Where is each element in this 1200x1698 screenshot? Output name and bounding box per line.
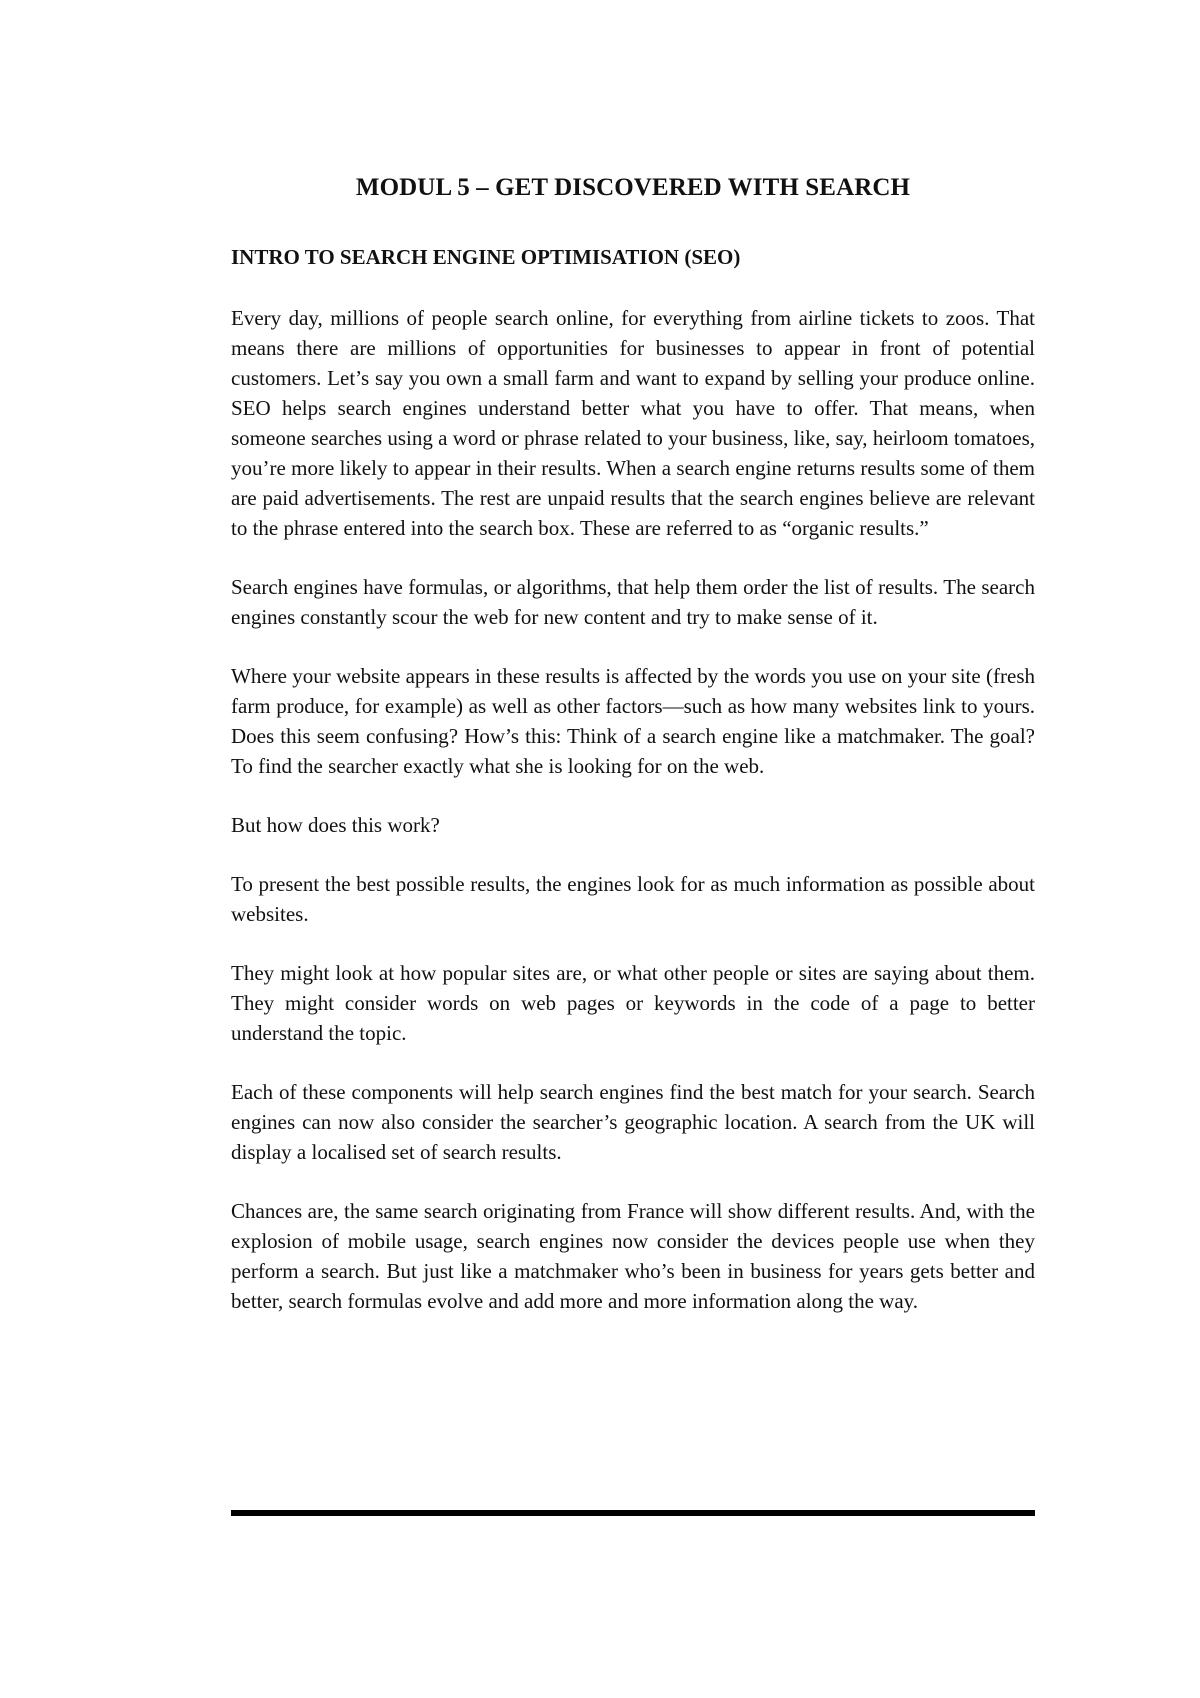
paragraph-mobile: Chances are, the same search originating from France will show different results. And, with the explosion of mobile usage, search engines now consider the devices people use when they perform a search. But just like a matchmaker who’s been in business for years gets better and better, search formulas evolve and add more and more information along the way. bbox=[231, 1199, 1035, 1313]
paragraph-website-ranking: Where your website appears in these results is affected by the words you use on your site (fresh farm produce, for example) as well as other factors—such as how many websites link to yours. Does this seem confusing? How’s this: Think of a search engine like a matchmaker. The goal? To find the searcher exactly what she is looking for on the web. bbox=[231, 664, 1035, 778]
paragraph-question: But how does this work? bbox=[231, 813, 440, 837]
section-heading: INTRO TO SEARCH ENGINE OPTIMISATION (SEO) bbox=[231, 245, 741, 269]
horizontal-rule bbox=[231, 1510, 1035, 1516]
paragraph-algorithms: Search engines have formulas, or algorithms, that help them order the list of results. The search engines constantly scour the web for new content and try to make sense of it. bbox=[231, 575, 1035, 629]
paragraph-location: Each of these components will help search engines find the best match for your search. Search engines can now also consider the searcher’s geographic location. A search from the UK will display a localised set of search results. bbox=[231, 1080, 1035, 1164]
paragraph-information: To present the best possible results, the engines look for as much information as possible about websites. bbox=[231, 872, 1035, 926]
paragraph-intro: Every day, millions of people search online, for everything from airline tickets to zoos. That means there are millions of opportunities for businesses to appear in front of potential customers. Let’s say you own a small farm and want to expand by selling your produce online. SEO helps search engines understand better what you have to offer. That means, when someone searches using a word or phrase related to your business, like, say, heirloom tomatoes, you’re more likely to appear in their results. When a search engine returns results some of them are paid advertisements. The rest are unpaid results that the search engines believe are relevant to the phrase entered into the search box. These are referred to as “organic results.” bbox=[231, 306, 1035, 540]
body-text bbox=[231, 303, 1035, 1345]
document-title: MODUL 5 – GET DISCOVERED WITH SEARCH bbox=[355, 174, 911, 201]
paragraph-popularity: They might look at how popular sites are, or what other people or sites are saying about them. They might consider words on web pages or keywords in the code of a page to better understand the topic. bbox=[231, 961, 1035, 1045]
